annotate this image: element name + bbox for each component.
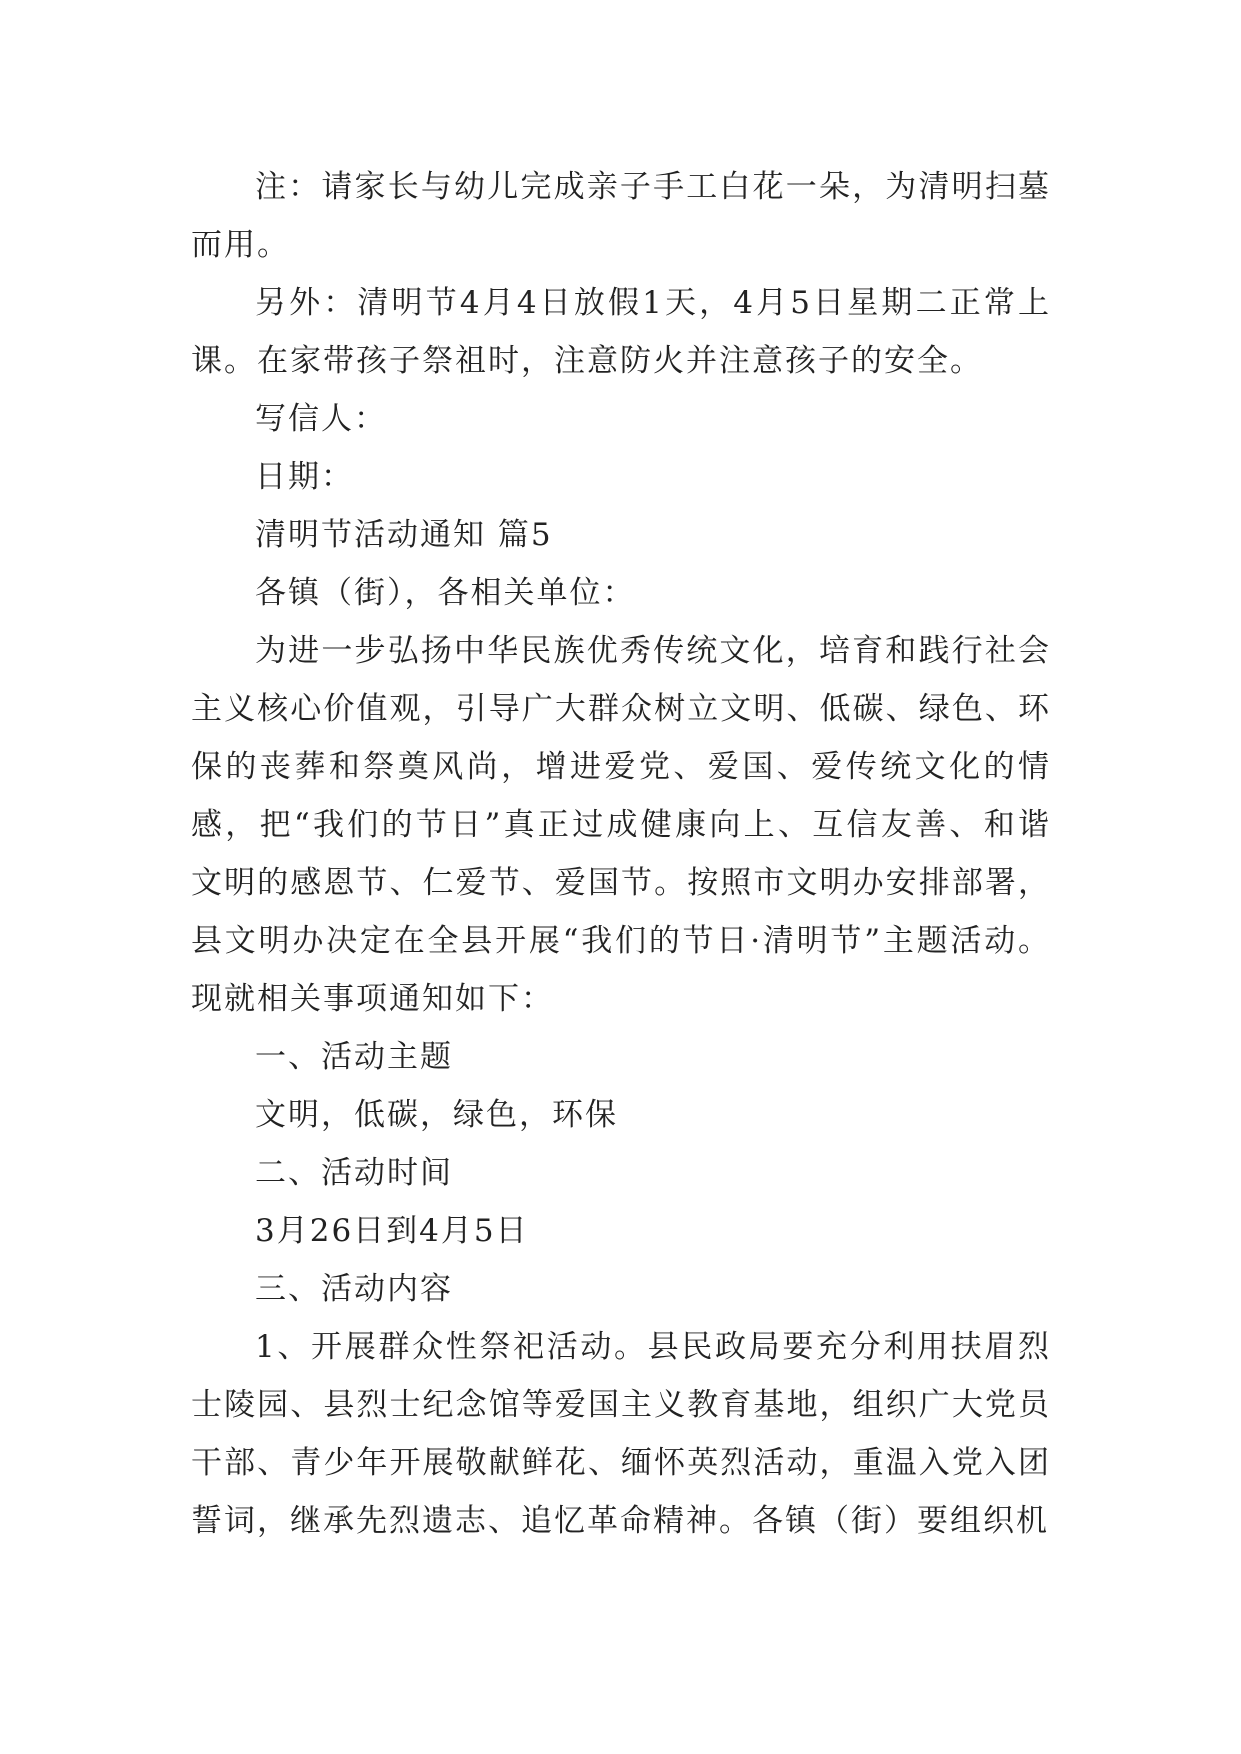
content-item-1: 1、开展群众性祭祀活动。县民政局要充分利用扶眉烈士陵园、县烈士纪念馆等爱国主义教育基地，组织广大党员干部、青少年开展敬献鲜花、缅怀英烈活动，重温入党入团誓词，继承先烈遗志、追忆革命精神。各镇（街）要组织机 xyxy=(191,1329,1051,1539)
salutation: 各镇（街），各相关单位： xyxy=(255,575,636,611)
intro-paragraph: 为进一步弘扬中华民族优秀传统文化，培育和践行社会主义核心价值观，引导广大群众树立文明、低碳、绿色、环保的丧葬和祭奠风尚，增进爱党、爱国、爱传统文化的情感，把“我们的节日”真正过成健康向上、互信友善、和谐文明的感恩节、仁爱节、爱国节。按照市文明办安排部署，县文明办决定在全县开展“我们的节日·清明节”主题活动。现就相关事项通知如下： xyxy=(191,633,1051,1017)
date-line: 日期： xyxy=(255,459,354,495)
note-paragraph: 注：请家长与幼儿完成亲子手工白花一朵，为清明扫墓而用。 xyxy=(191,169,1051,263)
heading-theme: 一、活动主题 xyxy=(255,1039,453,1075)
heading-time: 二、活动时间 xyxy=(255,1155,453,1191)
document-body xyxy=(191,158,1051,1550)
writer-line: 写信人： xyxy=(255,401,387,437)
time-text: 3月26日到4月5日 xyxy=(255,1213,529,1249)
theme-text: 文明，低碳，绿色，环保 xyxy=(255,1097,618,1133)
section-title: 清明节活动通知 篇5 xyxy=(255,517,553,553)
heading-content: 三、活动内容 xyxy=(255,1271,453,1307)
holiday-paragraph: 另外：清明节4月4日放假1天，4月5日星期二正常上课。在家带孩子祭祖时，注意防火并注意孩子的安全。 xyxy=(191,285,1051,379)
